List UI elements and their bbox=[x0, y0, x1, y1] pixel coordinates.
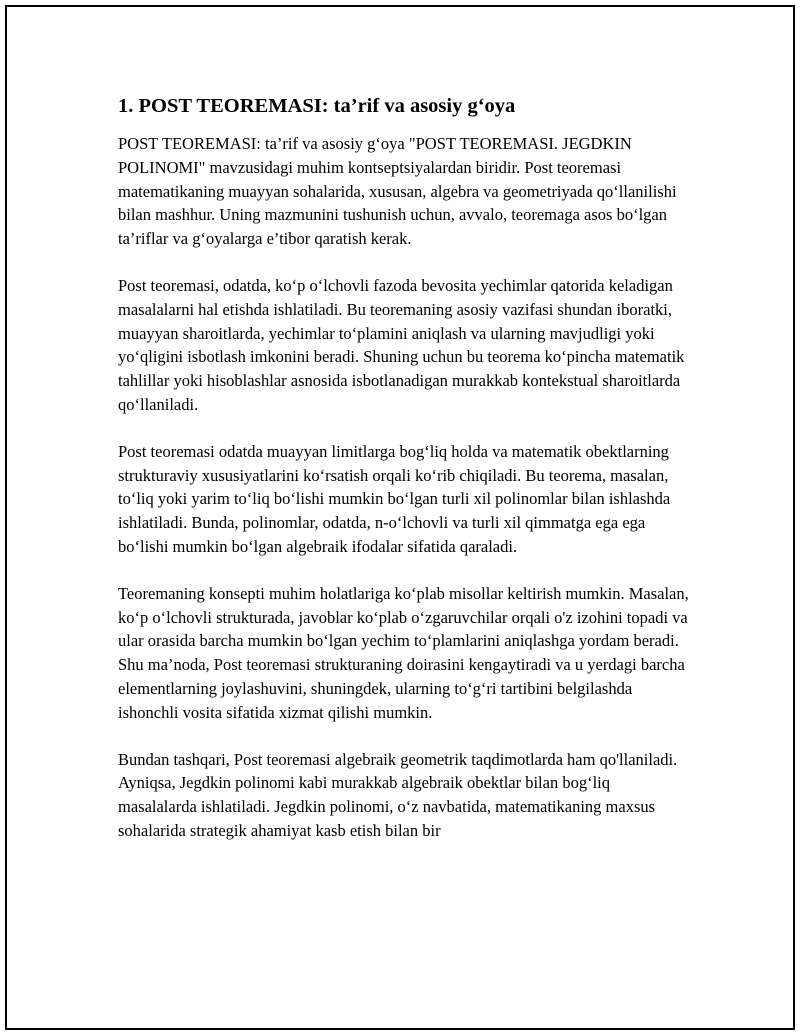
paragraph-1: POST TEOREMASI: ta’rif va asosiy g‘oya "POST TEOREMASI. JEGDKIN POLINOMI" mavzusidagi muhim kontseptsiyalardan biridir. Post teoremasi matematikaning muayyan sohalarida, xususan, algebra va geometriyada qo‘llanilishi bilan mashhur. Uning mazmunini tushunish uchun, avvalo, teoremaga asos bo‘lgan ta’riflar va g‘oyalarga e’tibor qaratish kerak. bbox=[118, 134, 677, 249]
paragraph-4: Teoremaning konsepti muhim holatlariga ko‘plab misollar keltirish mumkin. Masalan, ko‘p o‘lchovli strukturada, javoblar ko‘plab o‘zgaruvchilar orqali o'z izohini topadi va ular orasida barcha mumkin bo‘lgan yechim to‘plamlarini aniqlashga yordam beradi. Shu ma’noda, Post teoremasi strukturaning doirasini kengaytiradi va u yerdagi barcha elementlarning joylashuvini, shuningdek, ularning to‘g‘ri tartibini belgilashda ishonchli vosita sifatida xizmat qilishi mumkin. bbox=[118, 583, 689, 722]
paragraph-3: Post teoremasi odatda muayyan limitlarga bog‘liq holda va matematik obektlarning strukturaviy xususiyatlarini ko‘rsatish orqali ko‘rib chiqiladi. Bu teorema, masalan, to‘liq yoki yarim to‘liq bo‘lishi mumkin bo‘lgan turli xil polinomlar bilan ishlashda ishlatiladi. Bunda, polinomlar, odatda, n-o‘lchovli va turli xil qimmatga ega ega bo‘lishi mumkin bo‘lgan algebraik ifodalar sifatida qaraladi. bbox=[118, 441, 671, 556]
section-heading: 1. POST TEOREMASI: ta’rif va asosiy g‘oya bbox=[118, 95, 516, 117]
document-body bbox=[118, 92, 690, 866]
paragraph-5: Bundan tashqari, Post teoremasi algebraik geometrik taqdimotlarda ham qo'llaniladi. Ayniqsa, Jegdkin polinomi kabi murakkab algebraik obektlar bilan bog‘liq masalalarda ishlatiladi. Jegdkin polinomi, o‘z navbatida, matematikaning maxsus sohalarida strategik ahamiyat kasb etish bilan bir bbox=[118, 749, 678, 840]
paragraph-2: Post teoremasi, odatda, ko‘p o‘lchovli fazoda bevosita yechimlar qatorida keladigan masalalarni hal etishda ishlatiladi. Bu teoremaning asosiy vazifasi shundan iboratki, muayyan sharoitlarda, yechimlar to‘plamini aniqlash va ularning mavjudligi yoki yo‘qligini isbotlash imkonini beradi. Shuning uchun bu teorema ko‘pincha matematik tahlillar yoki hisoblashlar asnosida isbotlanadigan murakkab kontekstual sharoitlarda qo‘llaniladi. bbox=[118, 275, 685, 414]
